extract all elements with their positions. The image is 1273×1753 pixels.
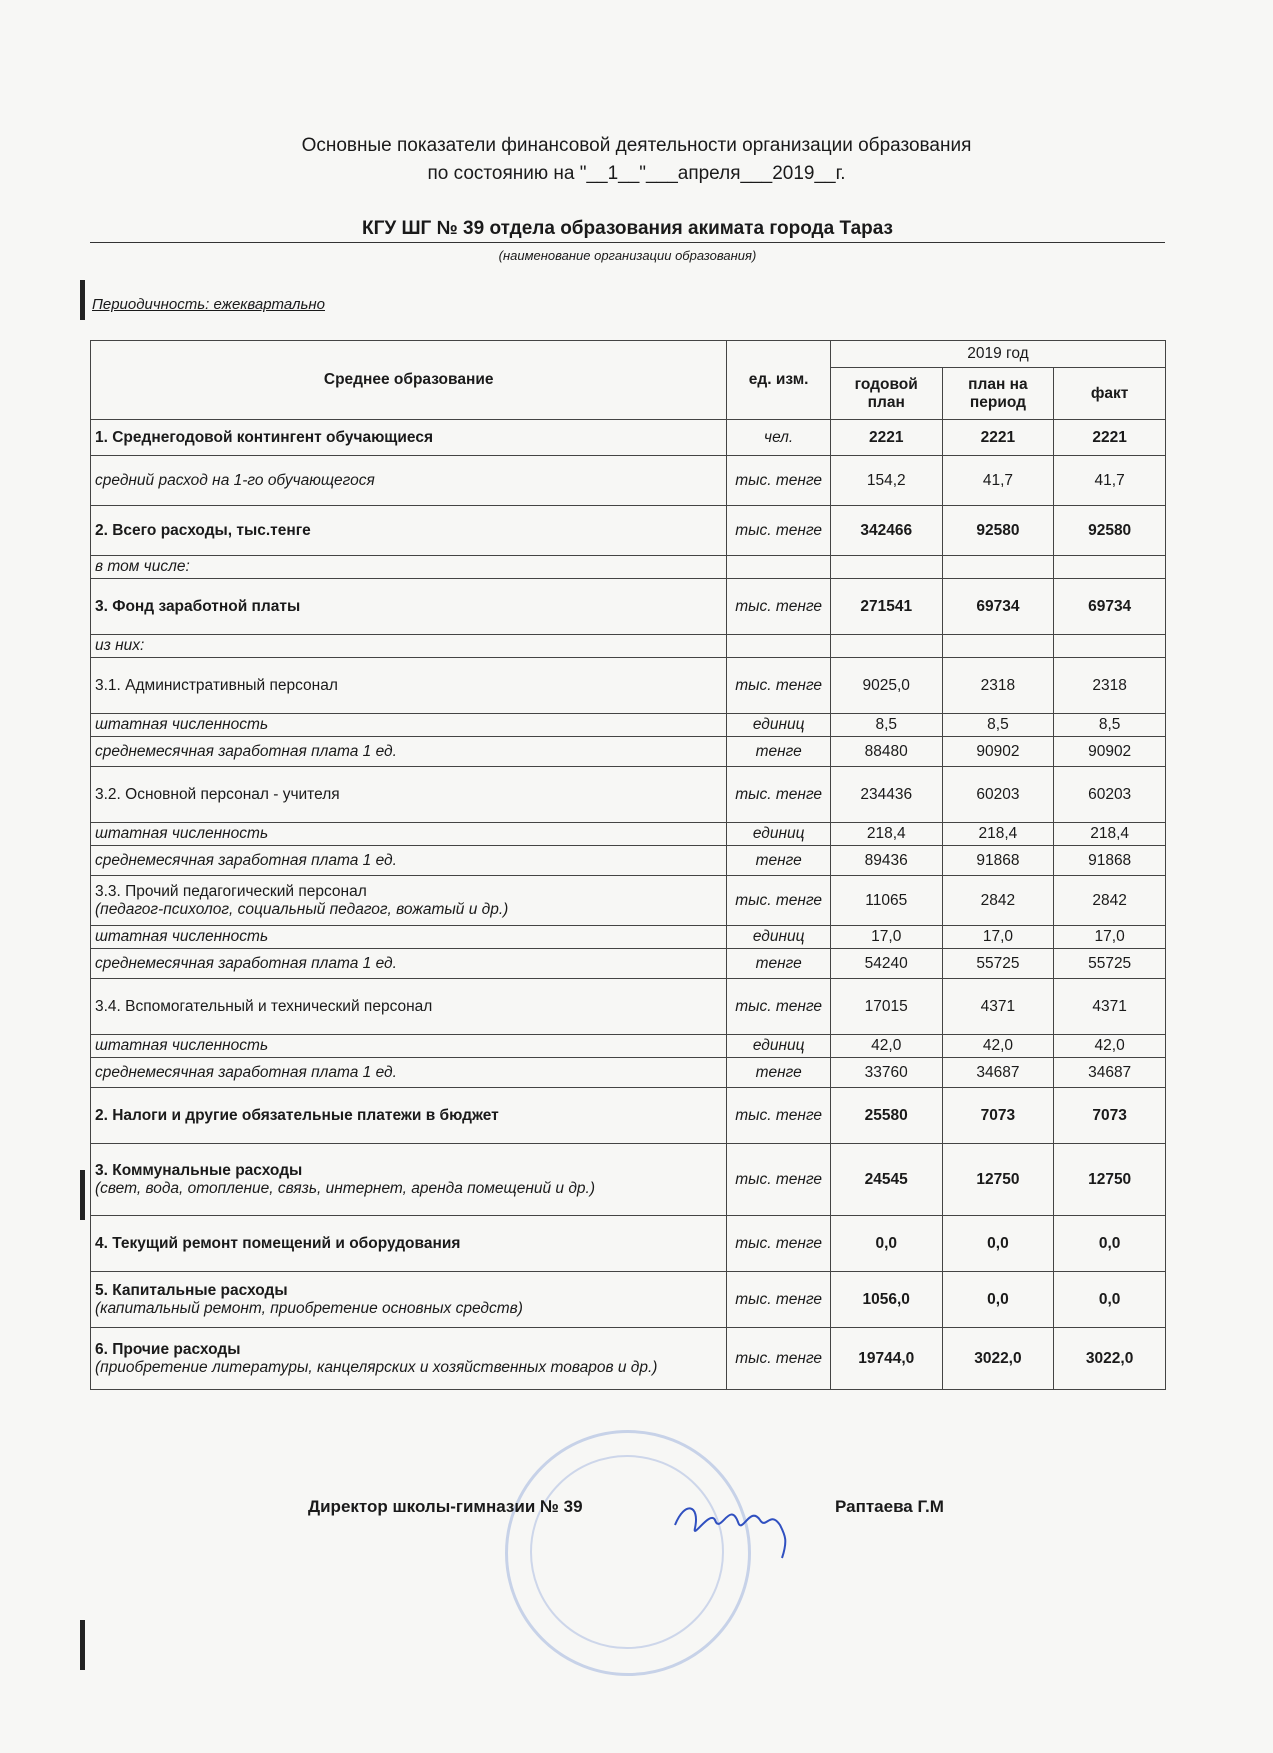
row-annual <box>830 635 942 658</box>
table-row <box>91 1144 1166 1216</box>
row-label <box>91 823 727 846</box>
finance-table <box>90 340 1166 1390</box>
row-period: 4371 <box>942 979 1054 1035</box>
row-fact: 0,0 <box>1054 1216 1166 1272</box>
row-unit: тыс. тенге <box>727 1328 831 1390</box>
row-fact: 2221 <box>1054 420 1166 456</box>
row-period: 91868 <box>942 846 1054 876</box>
row-label-text: из них: <box>95 637 145 654</box>
row-unit: единиц <box>727 714 831 737</box>
row-unit: тыс. тенге <box>727 979 831 1035</box>
table-row <box>91 926 1166 949</box>
row-unit <box>727 635 831 658</box>
row-period: 55725 <box>942 949 1054 979</box>
row-label <box>91 1144 727 1216</box>
table-body <box>91 420 1166 1390</box>
row-annual: 17,0 <box>830 926 942 949</box>
row-annual: 8,5 <box>830 714 942 737</box>
row-label-text: среднемесячная заработная плата 1 ед. <box>95 851 397 869</box>
table-row <box>91 1272 1166 1328</box>
row-sublabel: (приобретение литературы, канцелярских и хозяйственных товаров и др.) <box>95 1358 658 1376</box>
row-label <box>91 926 727 949</box>
row-annual: 89436 <box>830 846 942 876</box>
row-unit: тыс. тенге <box>727 1216 831 1272</box>
row-fact: 69734 <box>1054 579 1166 635</box>
row-sublabel: (капитальный ремонт, приобретение основных средств) <box>95 1299 523 1317</box>
row-period: 3022,0 <box>942 1328 1054 1390</box>
row-fact: 0,0 <box>1054 1272 1166 1328</box>
row-period: 69734 <box>942 579 1054 635</box>
row-label-text: 5. Капитальные расходы <box>95 1281 288 1299</box>
row-label <box>91 876 727 926</box>
row-unit: тыс. тенге <box>727 1088 831 1144</box>
row-period <box>942 635 1054 658</box>
row-label <box>91 1328 727 1390</box>
table-row <box>91 767 1166 823</box>
row-annual: 342466 <box>830 506 942 556</box>
table-row <box>91 949 1166 979</box>
row-unit <box>727 556 831 579</box>
table-row <box>91 635 1166 658</box>
row-period: 92580 <box>942 506 1054 556</box>
row-label <box>91 1272 727 1328</box>
row-label <box>91 506 727 556</box>
row-fact: 42,0 <box>1054 1035 1166 1058</box>
row-label <box>91 979 727 1035</box>
row-label <box>91 949 727 979</box>
row-annual: 2221 <box>830 420 942 456</box>
row-annual: 9025,0 <box>830 658 942 714</box>
row-label-text: среднемесячная заработная плата 1 ед. <box>95 742 397 760</box>
table-row <box>91 876 1166 926</box>
row-label <box>91 658 727 714</box>
col-header-unit: ед. изм. <box>727 341 831 420</box>
report-date: по состоянию на "__1__"___апреля___2019__г. <box>427 163 846 184</box>
row-fact: 3022,0 <box>1054 1328 1166 1390</box>
row-label <box>91 1216 727 1272</box>
signature-icon <box>670 1480 800 1560</box>
row-label <box>91 579 727 635</box>
director-name: Раптаева Г.М <box>835 1497 944 1516</box>
director-title: Директор школы-гимназии № 39 <box>308 1497 583 1516</box>
row-unit: тенге <box>727 949 831 979</box>
row-annual: 24545 <box>830 1144 942 1216</box>
row-sublabel: (свет, вода, отопление, связь, интернет, аренда помещений и др.) <box>95 1179 596 1197</box>
row-annual: 154,2 <box>830 456 942 506</box>
row-label <box>91 737 727 767</box>
row-label-text: штатная численность <box>95 716 269 733</box>
row-label <box>91 456 727 506</box>
row-fact: 8,5 <box>1054 714 1166 737</box>
organization-note: (наименование организации образования) <box>498 248 757 263</box>
row-period: 0,0 <box>942 1272 1054 1328</box>
row-period: 17,0 <box>942 926 1054 949</box>
row-label-text: штатная численность <box>95 825 269 842</box>
row-unit: тенге <box>727 737 831 767</box>
row-label-text: среднемесячная заработная плата 1 ед. <box>95 1063 397 1081</box>
row-fact: 2842 <box>1054 876 1166 926</box>
row-annual: 11065 <box>830 876 942 926</box>
row-fact: 2318 <box>1054 658 1166 714</box>
row-annual: 17015 <box>830 979 942 1035</box>
table-row <box>91 1058 1166 1088</box>
row-period <box>942 556 1054 579</box>
row-period: 2221 <box>942 420 1054 456</box>
row-label-text: штатная численность <box>95 928 269 945</box>
row-period: 2318 <box>942 658 1054 714</box>
row-annual <box>830 556 942 579</box>
row-fact: 90902 <box>1054 737 1166 767</box>
row-fact <box>1054 635 1166 658</box>
row-label <box>91 1088 727 1144</box>
row-unit: единиц <box>727 1035 831 1058</box>
periodicity: Периодичность: ежеквартально <box>92 296 325 313</box>
row-unit: тыс. тенге <box>727 767 831 823</box>
row-label-text: 3.4. Вспомогательный и технический персонал <box>95 997 433 1015</box>
row-period: 42,0 <box>942 1035 1054 1058</box>
table-row <box>91 846 1166 876</box>
row-label-text: штатная численность <box>95 1037 269 1054</box>
col-header-year: 2019 год <box>830 341 1165 368</box>
row-fact: 60203 <box>1054 767 1166 823</box>
table-row <box>91 556 1166 579</box>
table-row <box>91 1035 1166 1058</box>
row-label-text: средний расход на 1-го обучающегося <box>95 471 375 489</box>
row-period: 60203 <box>942 767 1054 823</box>
row-fact: 41,7 <box>1054 456 1166 506</box>
row-unit: чел. <box>727 420 831 456</box>
row-label <box>91 1058 727 1088</box>
row-unit: тыс. тенге <box>727 876 831 926</box>
row-period: 90902 <box>942 737 1054 767</box>
row-label <box>91 1035 727 1058</box>
row-label-text: 3.2. Основной персонал - учителя <box>95 785 340 803</box>
row-unit: тыс. тенге <box>727 506 831 556</box>
table-row <box>91 1328 1166 1390</box>
row-unit: тыс. тенге <box>727 579 831 635</box>
table-row <box>91 1088 1166 1144</box>
row-label-text: 6. Прочие расходы <box>95 1340 241 1358</box>
row-label-text: 3.3. Прочий педагогический персонал <box>95 882 367 900</box>
table-row <box>91 420 1166 456</box>
row-label-text: 2. Всего расходы, тыс.тенге <box>95 521 311 539</box>
row-annual: 42,0 <box>830 1035 942 1058</box>
table-row <box>91 506 1166 556</box>
row-unit: тыс. тенге <box>727 1144 831 1216</box>
row-label <box>91 846 727 876</box>
row-annual: 33760 <box>830 1058 942 1088</box>
row-label-text: 3. Коммунальные расходы <box>95 1161 303 1179</box>
row-label-text: среднемесячная заработная плата 1 ед. <box>95 954 397 972</box>
table-row <box>91 979 1166 1035</box>
scan-edge-mark <box>80 1620 85 1670</box>
row-fact: 55725 <box>1054 949 1166 979</box>
row-period: 7073 <box>942 1088 1054 1144</box>
table-row <box>91 823 1166 846</box>
row-annual: 19744,0 <box>830 1328 942 1390</box>
row-annual: 1056,0 <box>830 1272 942 1328</box>
row-fact: 12750 <box>1054 1144 1166 1216</box>
row-period: 8,5 <box>942 714 1054 737</box>
row-period: 34687 <box>942 1058 1054 1088</box>
row-sublabel: (педагог-психолог, социальный педагог, вожатый и др.) <box>95 900 509 918</box>
row-fact: 4371 <box>1054 979 1166 1035</box>
row-fact: 17,0 <box>1054 926 1166 949</box>
row-fact: 34687 <box>1054 1058 1166 1088</box>
row-label-text: 3. Фонд заработной платы <box>95 597 301 615</box>
row-label <box>91 635 727 658</box>
row-label <box>91 420 727 456</box>
row-fact: 7073 <box>1054 1088 1166 1144</box>
row-period: 41,7 <box>942 456 1054 506</box>
row-fact <box>1054 556 1166 579</box>
row-period: 0,0 <box>942 1216 1054 1272</box>
row-label <box>91 714 727 737</box>
row-period: 12750 <box>942 1144 1054 1216</box>
col-header-annual: годовой план <box>830 368 942 420</box>
col-header-fact: факт <box>1054 368 1166 420</box>
table-row <box>91 737 1166 767</box>
table-row <box>91 714 1166 737</box>
row-annual: 234436 <box>830 767 942 823</box>
row-fact: 92580 <box>1054 506 1166 556</box>
organization-name: КГУ ШГ № 39 отдела образования акимата города Тараз <box>90 218 1165 243</box>
row-label-text: 3.1. Административный персонал <box>95 676 338 694</box>
row-label-text: 4. Текущий ремонт помещений и оборудования <box>95 1234 461 1252</box>
row-annual: 54240 <box>830 949 942 979</box>
row-unit: единиц <box>727 823 831 846</box>
row-unit: тенге <box>727 846 831 876</box>
row-unit: тыс. тенге <box>727 658 831 714</box>
row-fact: 218,4 <box>1054 823 1166 846</box>
row-annual: 218,4 <box>830 823 942 846</box>
row-period: 2842 <box>942 876 1054 926</box>
col-header-period: план на период <box>942 368 1054 420</box>
row-unit: единиц <box>727 926 831 949</box>
scan-edge-mark <box>80 1170 85 1220</box>
row-annual: 25580 <box>830 1088 942 1144</box>
row-unit: тыс. тенге <box>727 456 831 506</box>
scan-edge-mark <box>80 280 85 320</box>
row-label <box>91 556 727 579</box>
row-fact: 91868 <box>1054 846 1166 876</box>
col-header-main: Среднее образование <box>91 341 727 420</box>
row-unit: тыс. тенге <box>727 1272 831 1328</box>
row-label-text: 2. Налоги и другие обязательные платежи в бюджет <box>95 1106 499 1124</box>
row-label-text: 1. Среднегодовой контингент обучающиеся <box>95 428 433 446</box>
table-row <box>91 456 1166 506</box>
table-row <box>91 1216 1166 1272</box>
row-annual: 0,0 <box>830 1216 942 1272</box>
row-label-text: в том числе: <box>95 558 190 575</box>
report-title: Основные показатели финансовой деятельности организации образования <box>301 135 972 156</box>
row-unit: тенге <box>727 1058 831 1088</box>
row-label <box>91 767 727 823</box>
row-annual: 271541 <box>830 579 942 635</box>
table-row <box>91 658 1166 714</box>
row-annual: 88480 <box>830 737 942 767</box>
table-row <box>91 579 1166 635</box>
row-period: 218,4 <box>942 823 1054 846</box>
